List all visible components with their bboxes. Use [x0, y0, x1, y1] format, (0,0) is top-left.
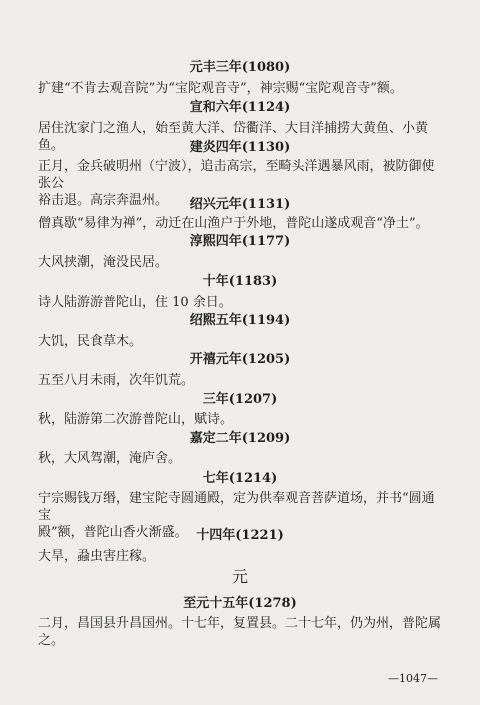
- entry-text-line: 诗人陆游游普陀山，住 10 余日。: [38, 295, 232, 310]
- entry-text-line: 扩建“不肯去观音院”为“宝陀观音寺”，神宗赐“宝陀观音寺”额。: [38, 81, 403, 96]
- entry-text: [38, 80, 444, 97]
- entry-text-line: 殿”额，普陀山香火渐盛。: [38, 525, 188, 540]
- year-heading: 绍熙五年(1194): [189, 313, 291, 328]
- entry-text-line: 裕击退。高宗奔温州。: [38, 193, 169, 208]
- year-heading: 十四年(1221): [196, 528, 284, 543]
- entry-text: [38, 548, 444, 565]
- page-number: —1047—: [388, 672, 438, 685]
- entry-text-line: 大风挟潮，淹没民居。: [38, 255, 169, 270]
- entry-text-line: 居住沈家门之渔人，始至黄大洋、岱衢洋、大目洋捕捞大黄鱼、小黄鱼。: [38, 121, 429, 153]
- entry-text-line: 宁宗赐钱万缗，建宝陀寺圆通殿，定为供奉观音菩萨道场，并书“圆通宝: [38, 491, 435, 523]
- year-heading: 元丰三年(1080): [189, 60, 291, 75]
- year-heading: 至元十五年(1278): [183, 596, 297, 611]
- entry-text-line: 秋，陆游第二次游普陀山，赋诗。: [38, 412, 234, 427]
- year-heading: 建炎四年(1130): [189, 140, 291, 155]
- entry-text-line: 大饥，民食草木。: [38, 334, 143, 349]
- entry-text-line: 五至八月未雨，次年饥荒。: [38, 373, 195, 388]
- entry-text-line: 之。: [38, 633, 65, 648]
- year-heading: 淳熙四年(1177): [189, 234, 291, 249]
- entry-text: [38, 411, 444, 428]
- entry-text: [38, 615, 444, 649]
- year-heading: 七年(1214): [202, 471, 278, 486]
- year-heading: 绍兴元年(1131): [189, 197, 291, 212]
- entry-text: [38, 372, 444, 389]
- dynasty-heading: 元: [231, 567, 248, 586]
- entry-text: [38, 254, 444, 271]
- entry-text: [38, 215, 444, 232]
- entry-text: [38, 333, 444, 350]
- year-heading: 三年(1207): [202, 392, 278, 407]
- entry-text-line: 僧真歇“易律为禅”，动迁在山渔户于外地，普陀山遂成观音“净土”。: [38, 216, 429, 231]
- entry-text-line: 正月，金兵破明州（宁波），追击高宗，至畸头洋遇暴风雨，被防御使张公: [38, 159, 435, 191]
- entry-text: [38, 294, 444, 311]
- entry-text: [38, 450, 444, 467]
- entry-text-line: 大旱，蝨虫害庄稼。: [38, 549, 156, 564]
- entry-text-line: 秋，大风驾潮，淹庐舍。: [38, 451, 182, 466]
- year-heading: 宣和六年(1124): [189, 100, 291, 115]
- year-heading: 嘉定二年(1209): [189, 431, 291, 446]
- year-heading: 开禧元年(1205): [189, 352, 291, 367]
- entry-text-line: 二月，昌国县升昌国州。十七年，复置县。二十七年，仍为州，普陀属: [38, 616, 442, 631]
- year-heading: 十年(1183): [202, 274, 278, 289]
